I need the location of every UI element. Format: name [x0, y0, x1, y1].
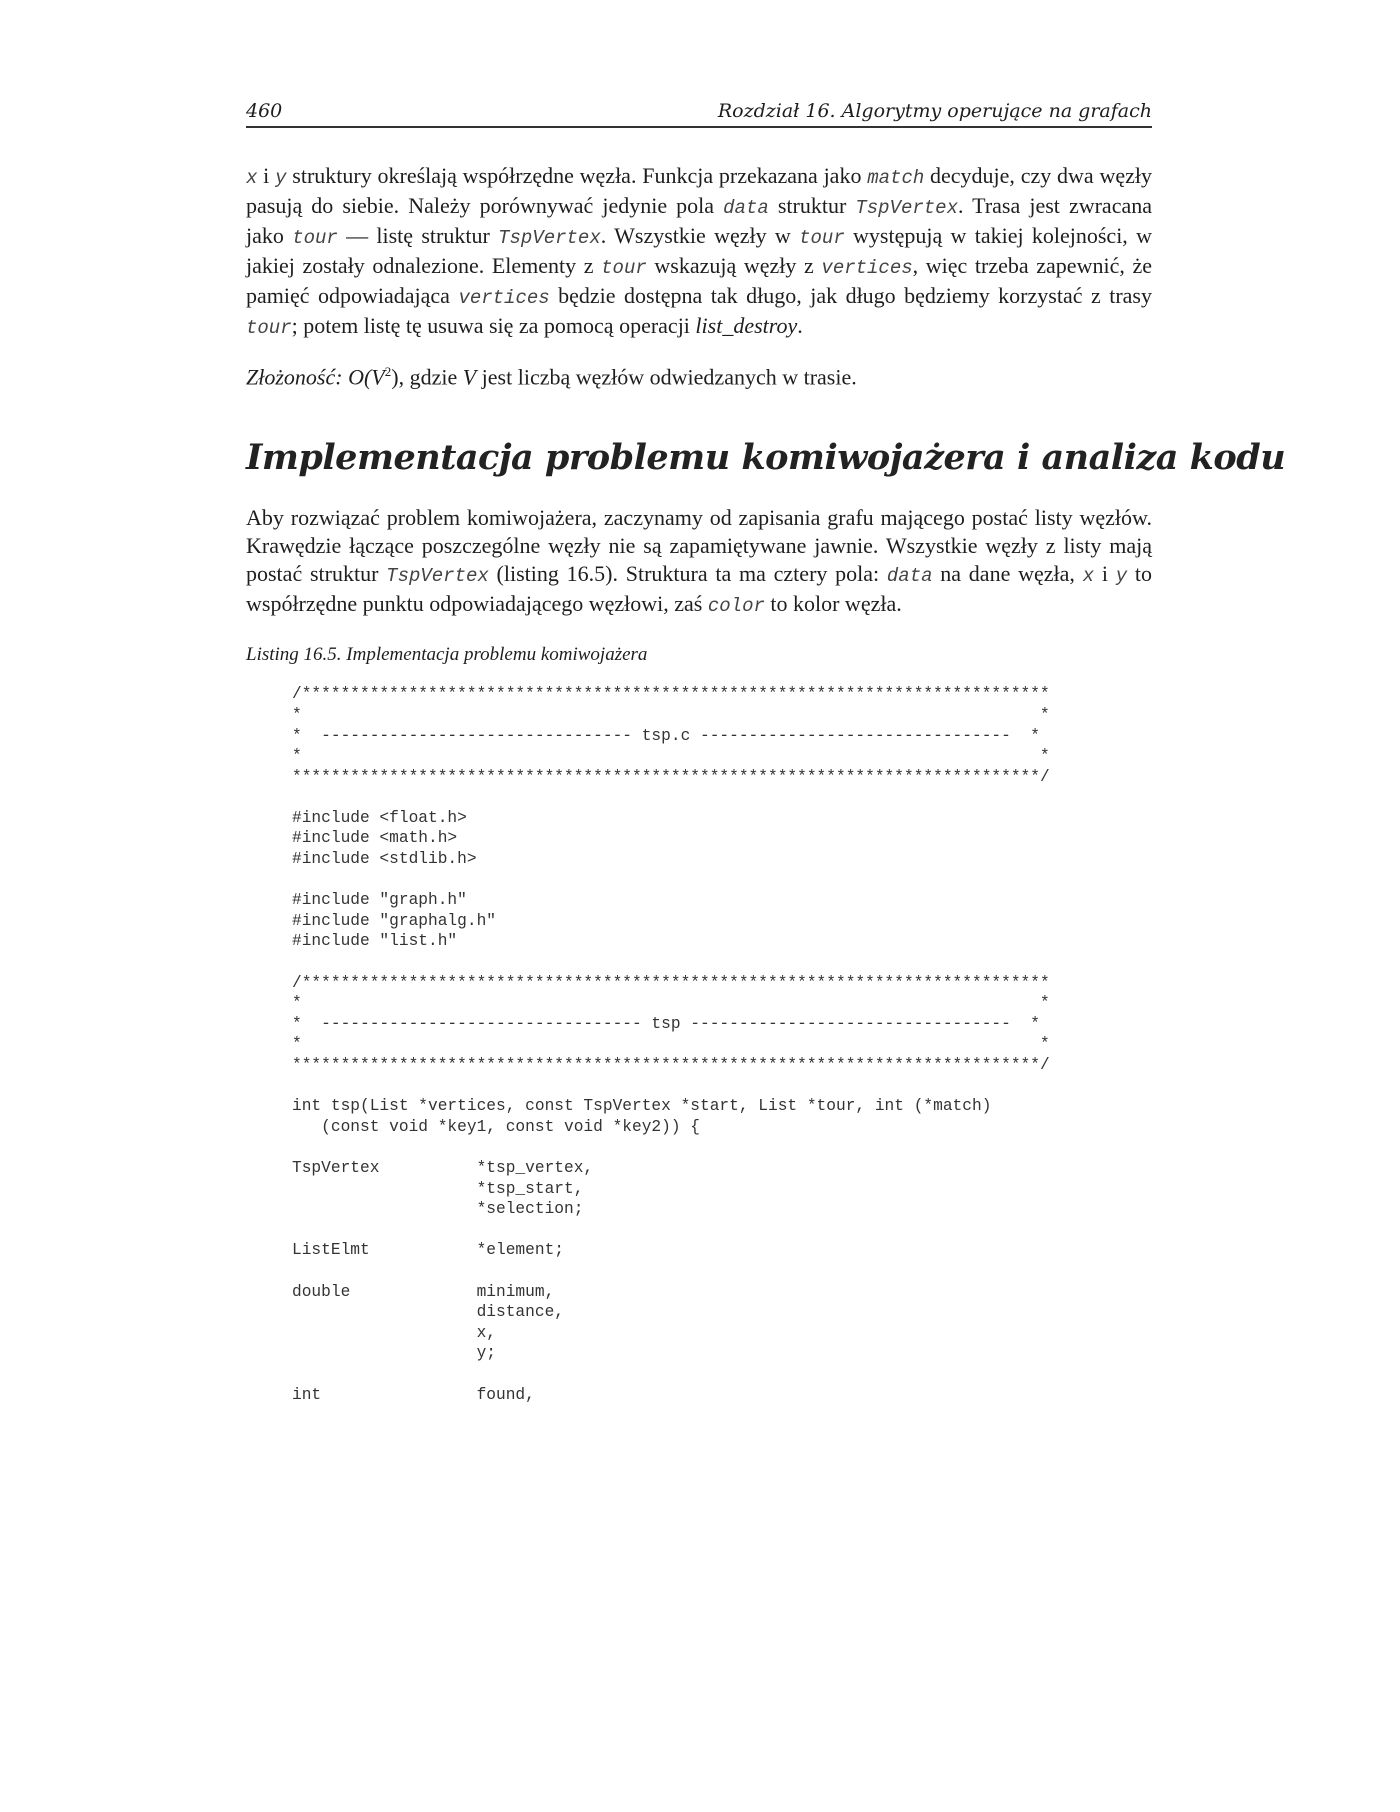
- section-title: Implementacja problemu komiwojażera i analiza kodu: [246, 437, 1286, 479]
- intro-paragraph: [246, 162, 1152, 342]
- code-line: int tsp(List *vertices, const TspVertex *start, List *tour, int (*match): [292, 1097, 992, 1116]
- complexity-paragraph: [246, 358, 1152, 391]
- code-line: double minimum,: [292, 1282, 555, 1301]
- text: , gdzie: [398, 364, 463, 390]
- code-x: x: [1082, 565, 1095, 588]
- code-tspvertex: TspVertex: [498, 227, 601, 249]
- code-match: match: [867, 167, 925, 189]
- text: występują w takiej kolejności, w jakiej zostały odnalezione. Elementy z: [246, 223, 1152, 278]
- text: będzie dostępna tak długo, jak długo będziemy korzystać z trasy: [549, 283, 1152, 308]
- code-line: [292, 1364, 1152, 1385]
- text: na dane węzła,: [932, 561, 1083, 587]
- page: [246, 96, 1286, 1405]
- code-line: #include <float.h>: [292, 808, 467, 827]
- code-line: #include <math.h>: [292, 829, 458, 848]
- page-number: 460: [246, 100, 283, 122]
- text: jest liczbą węzłów odwiedzanych w trasie.: [476, 364, 857, 390]
- var-v: V: [462, 364, 477, 390]
- code-line: ListElmt *element;: [292, 1241, 564, 1260]
- text: , więc trzeba zapewnić, że pamięć odpowiadająca: [246, 253, 1152, 308]
- code-line: #include <stdlib.h>: [292, 850, 477, 869]
- body-paragraph: [246, 504, 1152, 620]
- code-color: color: [707, 595, 765, 618]
- code-tour: tour: [799, 227, 845, 249]
- code-line: [292, 787, 1152, 808]
- code-listing: [292, 684, 1152, 1405]
- code-line: /*****************************************************************************: [292, 685, 1050, 704]
- text: struktury określają współrzędne węzła. Funkcja przekazana jako: [286, 163, 868, 188]
- code-line: [292, 1220, 1152, 1241]
- code-line: *selection;: [292, 1200, 584, 1219]
- exponent: 2: [384, 364, 392, 379]
- function-name: list_destroy: [695, 313, 798, 338]
- text: to kolor węzła.: [764, 591, 902, 617]
- code-line: #include "graph.h": [292, 891, 467, 910]
- code-line: * *: [292, 994, 1050, 1013]
- text: i: [1094, 561, 1116, 587]
- code-line: * *: [292, 747, 1050, 766]
- big-o: O(: [342, 364, 372, 390]
- text: .: [797, 313, 803, 338]
- code-line: #include "graphalg.h": [292, 911, 496, 930]
- text: decyduje, czy dwa węzły pasują do siebie. Należy porównywać jedynie pola: [246, 163, 1152, 218]
- code-line: [292, 1261, 1152, 1282]
- text: Aby rozwiązać problem komiwojażera, zaczynamy od zapisania grafu mającego postać listy węzłów. Krawędzie łączące poszczególne węzły nie są zapamiętywane jawnie. Wszystkie węzły z listy mają postać struktur: [246, 505, 1152, 587]
- code-line: /*****************************************************************************: [292, 973, 1050, 992]
- code-tour: tour: [601, 257, 647, 279]
- code-line: * -------------------------------- tsp.c -------------------------------- *: [292, 726, 1040, 745]
- text: . Wszystkie węzły w: [600, 223, 800, 248]
- code-line: * *: [292, 705, 1050, 724]
- code-line: *****************************************************************************/: [292, 1056, 1050, 1075]
- code-line: * *: [292, 1035, 1050, 1054]
- code-vertices: vertices: [821, 257, 913, 279]
- code-data: data: [886, 565, 933, 588]
- listing-caption: Listing 16.5. Implementacja problemu komiwojażera: [246, 644, 648, 666]
- code-line: distance,: [292, 1303, 564, 1322]
- chapter-title: Rozdział 16. Algorytmy operujące na grafach: [717, 100, 1152, 122]
- text: — listę struktur: [337, 223, 499, 248]
- text: wskazują węzły z: [646, 253, 822, 278]
- code-data: data: [723, 197, 769, 219]
- text: ; potem listę tę usuwa się za pomocą operacji: [291, 313, 696, 338]
- code-line: [292, 1137, 1152, 1158]
- code-line: TspVertex *tsp_vertex,: [292, 1158, 594, 1177]
- code-line: *tsp_start,: [292, 1179, 584, 1198]
- code-line: [292, 1076, 1152, 1097]
- code-line: (const void *key1, const void *key2)) {: [292, 1117, 700, 1136]
- code-y: y: [1115, 565, 1128, 588]
- code-x: x: [246, 167, 258, 189]
- code-vertices: vertices: [458, 287, 550, 309]
- code-line: [292, 870, 1152, 891]
- code-tspvertex: TspVertex: [855, 197, 958, 219]
- text: ): [391, 364, 399, 390]
- code-line: int found,: [292, 1385, 535, 1404]
- code-tour: tour: [246, 317, 292, 339]
- code-line: *****************************************************************************/: [292, 767, 1050, 786]
- code-line: * --------------------------------- tsp --------------------------------- *: [292, 1014, 1040, 1033]
- text: (listing 16.5). Struktura ta ma cztery pola:: [488, 561, 887, 587]
- code-tour: tour: [292, 227, 338, 249]
- complexity-label: Złożoność:: [246, 364, 343, 390]
- text: . Trasa jest zwracana jako: [246, 193, 1152, 248]
- var-v: V: [371, 364, 385, 390]
- code-line: #include "list.h": [292, 932, 458, 951]
- text: i: [257, 163, 276, 188]
- code-line: x,: [292, 1323, 496, 1342]
- text: to współrzędne punktu odpowiadającego węzłowi, zaś: [246, 561, 1152, 617]
- code-line: y;: [292, 1344, 496, 1363]
- code-tspvertex: TspVertex: [386, 565, 489, 588]
- code-line: [292, 952, 1152, 973]
- running-header: [246, 96, 1152, 128]
- text: struktur: [768, 193, 856, 218]
- code-y: y: [275, 167, 287, 189]
